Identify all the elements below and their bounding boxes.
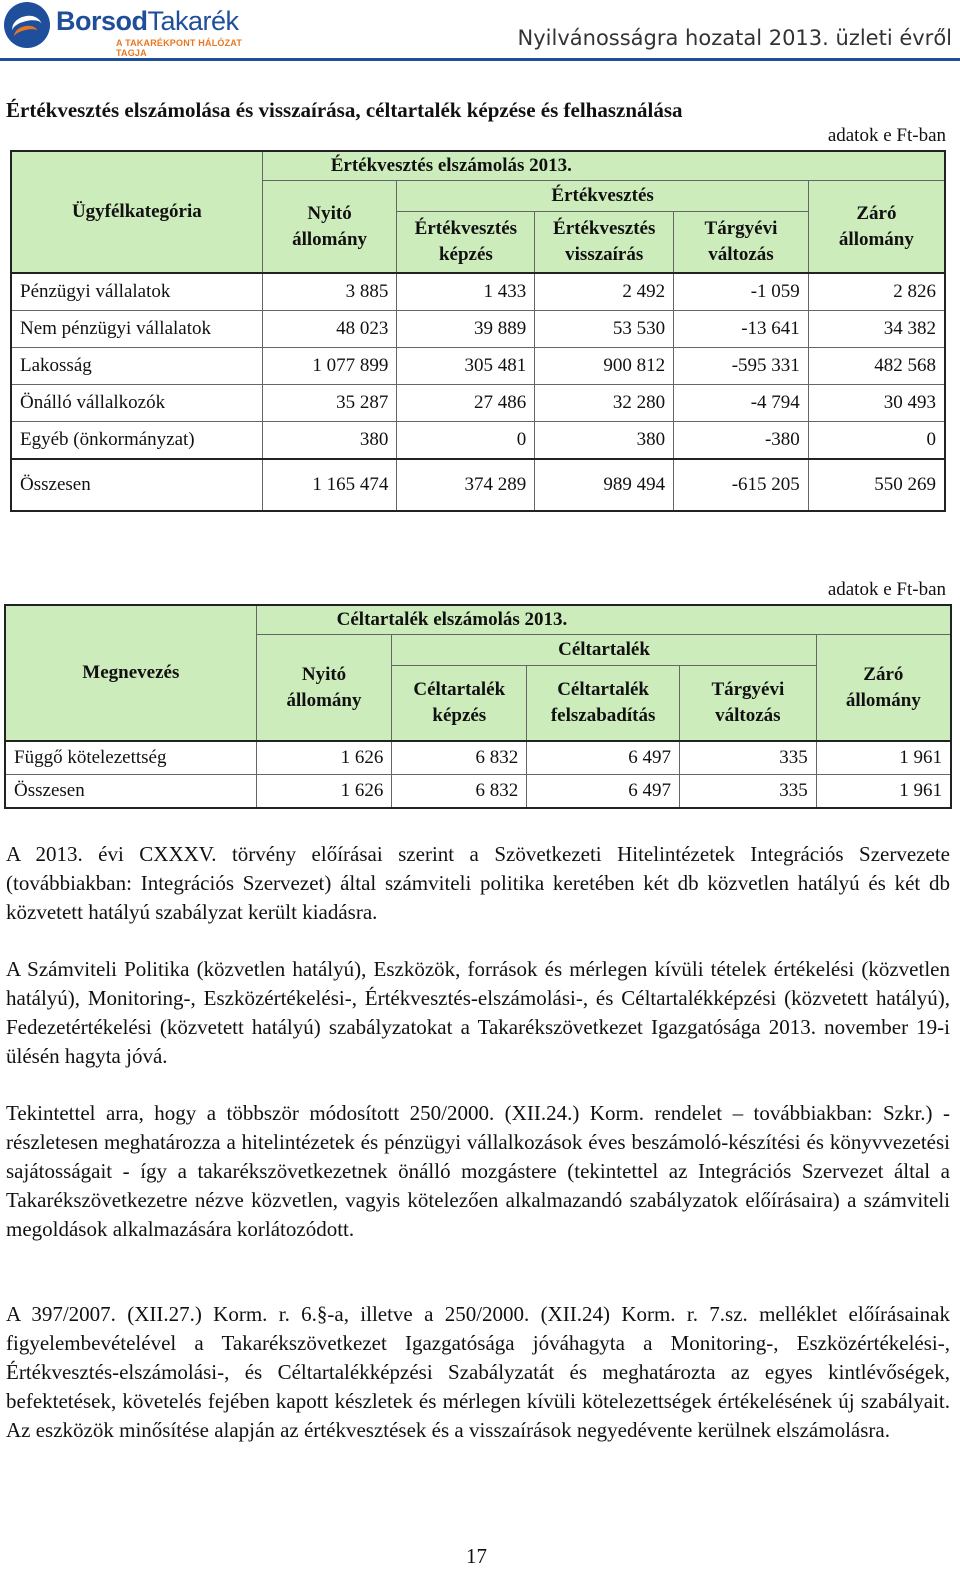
cell-opening: 1 626 [256, 741, 392, 775]
impairment-table [10, 150, 946, 512]
cell-reverse: 32 280 [535, 385, 674, 422]
col-header-provision-release: Céltartalék felszabadítás [527, 666, 680, 742]
section-heading: Értékvesztés elszámolása és visszaírása, céltartalék képzése és felhasználása [6, 98, 683, 122]
document-title: Nyilvánosságra hozatal 2013. üzleti évről [517, 26, 952, 50]
cell-opening: 3 885 [262, 273, 397, 311]
cell-reverse: 900 812 [535, 348, 674, 385]
cell-release: 6 497 [527, 741, 680, 775]
table-row [11, 311, 945, 348]
col-header-closing: Záró állomány [808, 181, 945, 274]
cell-change: 335 [680, 775, 817, 809]
logo-icon [4, 2, 50, 48]
row-label: Önálló vállalkozók [11, 385, 262, 422]
cell-create: 6 832 [392, 741, 527, 775]
cell-closing: 34 382 [808, 311, 945, 348]
cell-closing: 1 961 [816, 775, 951, 809]
paragraph: Tekintettel arra, hogy a többször módosított 250/2000. (XII.24.) Korm. rendelet – továbbiakban: Szkr.) - részletesen meghatározza a hitelintézetek és pénzügyi vállalkozások éves beszámoló-készítési és könyvvezetési sajátosságait - így a takarékszövetkezetnek önálló mozgástere (tekintettel az Integrációs Szervezet által a Takarékszövetkezetre nézve közvetlen, vagyis kötelezően alkalmazandó szabályzatok előírásaira) a számviteli megoldások alkalmazására korlátozódott. [6, 1101, 950, 1241]
cell-closing: 1 961 [816, 741, 951, 775]
brand-name-part1: Borsod [56, 6, 148, 36]
table-row [5, 741, 951, 775]
cell-create: 39 889 [397, 311, 535, 348]
col-header-customer-category: Ügyfélkategória [11, 151, 262, 273]
table1-group-title: Értékvesztés elszámolás 2013. [262, 151, 945, 181]
cell-release: 6 497 [527, 775, 680, 809]
col-header-provision-create: Céltartalék képzés [392, 666, 527, 742]
paragraph: A 2013. évi CXXXV. törvény előírásai szerint a Szövetkezeti Hitelintézetek Integrációs Szervezete (továbbiakban: Integrációs Szervezet) által számviteli politika keretében két db közvetlen hatályú és két db közvetett hatályú szabályzat került kiadásra. [6, 842, 950, 924]
row-label: Pénzügyi vállalatok [11, 273, 262, 311]
cell-change: -4 794 [674, 385, 809, 422]
cell-change: -13 641 [674, 311, 809, 348]
row-label: Egyéb (önkormányzat) [11, 422, 262, 460]
cell-opening: 35 287 [262, 385, 397, 422]
paragraph: A 397/2007. (XII.27.) Korm. r. 6.§-a, illetve a 250/2000. (XII.24) Korm. r. 7.sz. melléklet előírásainak figyelembevételével a Takarékszövetkezet Igazgatósága jóváhagyta a Monitoring-, Eszközértékelési-, Értékvesztés-elszámolási-, és Céltartalékképzési Szabályzatát és meghatározta az egyes kintlévőségek, befektetések, követelés fejében kapott készletek és mérlegen kívüli kötelezettségek értékelésének új szabályait. Az eszközök minősítése alapján az értékvesztések és a visszaírások negyedévente kerülnek elszámolásra. [6, 1302, 950, 1442]
cell-create: 1 433 [397, 273, 535, 311]
page-header [0, 0, 960, 62]
table-row [11, 385, 945, 422]
col-header-impairment-create: Értékvesztés képzés [397, 212, 535, 274]
col-header-name: Megnevezés [5, 605, 256, 741]
cell-opening: 1 626 [256, 775, 392, 809]
cell-create: 6 832 [392, 775, 527, 809]
paragraph: A Számviteli Politika (közvetlen hatályú), Eszközök, források és mérlegen kívüli tételek értékelési (közvetlen hatályú), Monitoring-, Eszközértékelési-, Értékvesztés-elszámolási-, és Céltartalékképzési (közvetett hatályú), Fedezetértékelési (közvetett hatályú) szabályzatokat a Takarékszövetkezet Igazgatósága 2013. november 19-i ülésén hagyta jóvá. [6, 957, 950, 1068]
col-header-closing: Záró állomány [816, 635, 951, 742]
cell-create: 374 289 [397, 459, 535, 511]
row-label: Lakosság [11, 348, 262, 385]
cell-closing: 550 269 [808, 459, 945, 511]
page-number: 17 [466, 1544, 487, 1568]
table2-unit-note: adatok e Ft-ban [827, 579, 946, 600]
cell-closing: 2 826 [808, 273, 945, 311]
cell-opening: 48 023 [262, 311, 397, 348]
table1-subgroup-title: Értékvesztés [397, 181, 808, 212]
col-header-opening: Nyitó állomány [262, 181, 397, 274]
table-row [11, 348, 945, 385]
cell-opening: 1 077 899 [262, 348, 397, 385]
row-label: Függő kötelezettség [5, 741, 256, 775]
table2-subgroup-title: Céltartalék [392, 635, 816, 666]
col-header-impairment-reverse: Értékvesztés visszaírás [535, 212, 674, 274]
row-label: Összesen [5, 775, 256, 809]
cell-reverse: 53 530 [535, 311, 674, 348]
cell-opening: 380 [262, 422, 397, 460]
cell-opening: 1 165 474 [262, 459, 397, 511]
brand-logo [4, 2, 264, 58]
row-label: Összesen [11, 459, 262, 511]
brand-name-part2: Takarék [147, 6, 239, 36]
cell-change: -380 [674, 422, 809, 460]
cell-closing: 0 [808, 422, 945, 460]
provision-table [4, 604, 952, 809]
cell-change: -615 205 [674, 459, 809, 511]
table-total-row [11, 459, 945, 511]
cell-change: -595 331 [674, 348, 809, 385]
table-row [11, 273, 945, 311]
table-total-row [5, 775, 951, 809]
brand-tagline: A TAKARÉKPONT HÁLÓZAT TAGJA [116, 38, 243, 58]
brand-name [56, 6, 239, 37]
cell-create: 0 [397, 422, 535, 460]
cell-create: 27 486 [397, 385, 535, 422]
cell-closing: 482 568 [808, 348, 945, 385]
col-header-opening: Nyitó állomány [256, 635, 392, 742]
cell-reverse: 2 492 [535, 273, 674, 311]
cell-create: 305 481 [397, 348, 535, 385]
cell-reverse: 380 [535, 422, 674, 460]
cell-change: -1 059 [674, 273, 809, 311]
row-label: Nem pénzügyi vállalatok [11, 311, 262, 348]
table2-group-title: Céltartalék elszámolás 2013. [256, 605, 951, 635]
table-row [11, 422, 945, 460]
header-divider [0, 58, 960, 61]
col-header-change: Tárgyévi változás [680, 666, 817, 742]
table1-unit-note: adatok e Ft-ban [827, 125, 946, 146]
cell-closing: 30 493 [808, 385, 945, 422]
cell-change: 335 [680, 741, 817, 775]
col-header-change: Tárgyévi változás [674, 212, 809, 274]
cell-reverse: 989 494 [535, 459, 674, 511]
